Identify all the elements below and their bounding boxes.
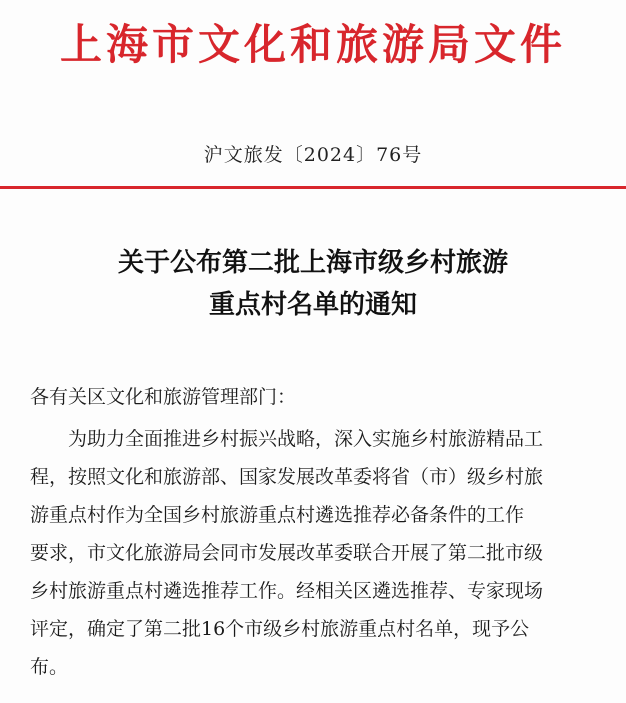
document-number: 沪文旅发〔2024〕76号 — [203, 144, 423, 166]
issuing-authority-header: 上海市文化和旅游局文件 — [59, 20, 566, 69]
document-title-line-2: 重点村名单的通知 — [208, 290, 417, 320]
body-line: 为助力全面推进乡村振兴战略，深入实施乡村旅游精品工 — [68, 428, 544, 450]
body-paragraph — [30, 420, 610, 686]
document-title — [0, 242, 626, 326]
document-title-line-1: 关于公布第二批上海市级乡村旅游 — [117, 248, 508, 278]
red-divider-line — [0, 186, 626, 189]
body-line: 程，按照文化和旅游部、国家发展改革委将省（市）级乡村旅 — [30, 466, 544, 488]
salutation: 各有关区文化和旅游管理部门： — [30, 386, 297, 408]
body-line: 乡村旅游重点村遴选推荐工作。经相关区遴选推荐、专家现场 — [30, 580, 544, 602]
body-line: 要求，市文化旅游局会同市发展改革委联合开展了第二批市级 — [30, 542, 544, 564]
body-line: 评定，确定了第二批16个市级乡村旅游重点村名单，现予公 — [30, 618, 530, 640]
body-line: 游重点村作为全国乡村旅游重点村遴选推荐必备条件的工作 — [30, 504, 525, 526]
body-line: 布。 — [30, 656, 69, 678]
